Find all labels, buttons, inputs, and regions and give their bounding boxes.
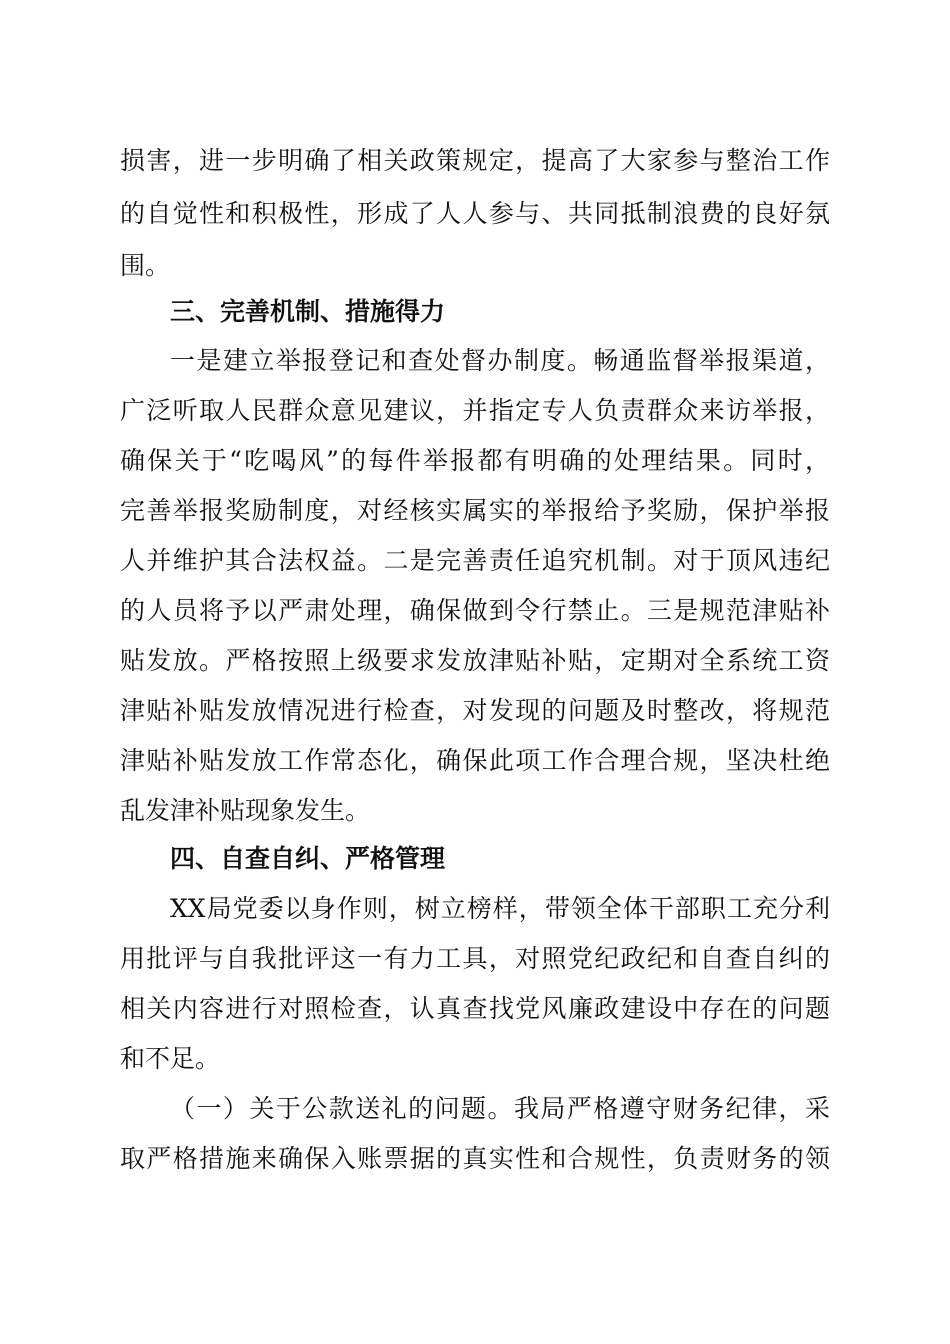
paragraph-line: 津贴补贴发放工作常态化，确保此项工作合理合规，坚决杜绝 [120, 746, 830, 775]
paragraph-line: XX局党委以身作则，树立榜样，带领全体干部职工充分利 [170, 894, 830, 923]
paragraph-line: 相关内容进行对照检查，认真查找党风廉政建设中存在的问题 [120, 994, 830, 1023]
paragraph-line: 贴发放。严格按照上级要求发放津贴补贴，定期对全系统工资 [120, 646, 830, 675]
section-heading-4: 四、自查自纠、严格管理 [170, 844, 446, 873]
paragraph-line: 乱发津补贴现象发生。 [120, 796, 371, 825]
paragraph-line: 一是建立举报登记和查处督办制度。畅通监督举报渠道， [170, 346, 830, 375]
paragraph-line: （一）关于公款送礼的问题。我局严格遵守财务纪律，采 [170, 1094, 830, 1123]
paragraph-line: 广泛听取人民群众意见建议，并指定专人负责群众来访举报， [120, 396, 830, 425]
paragraph-line: 和不足。 [120, 1044, 221, 1073]
paragraph-line: 确保关于“吃喝风”的每件举报都有明确的处理结果。同时， [120, 446, 830, 475]
paragraph-line: 的自觉性和积极性，形成了人人参与、共同抵制浪费的良好氛 [120, 199, 830, 228]
paragraph-line: 损害，进一步明确了相关政策规定，提高了大家参与整治工作 [120, 146, 830, 175]
paragraph-line: 取严格措施来确保入账票据的真实性和合规性，负责财务的领 [120, 1144, 830, 1173]
paragraph-line: 完善举报奖励制度，对经核实属实的举报给予奖励，保护举报 [120, 496, 830, 525]
paragraph-line: 人并维护其合法权益。二是完善责任追究机制。对于顶风违纪 [120, 546, 830, 575]
paragraph-line: 的人员将予以严肃处理，确保做到令行禁止。三是规范津贴补 [120, 596, 830, 625]
paragraph-line: 围。 [120, 251, 171, 280]
section-heading-3: 三、完善机制、措施得力 [170, 297, 446, 326]
paragraph-line: 用批评与自我批评这一有力工具，对照党纪政纪和自查自纠的 [120, 944, 830, 973]
paragraph-line: 津贴补贴发放情况进行检查，对发现的问题及时整改，将规范 [120, 696, 830, 725]
